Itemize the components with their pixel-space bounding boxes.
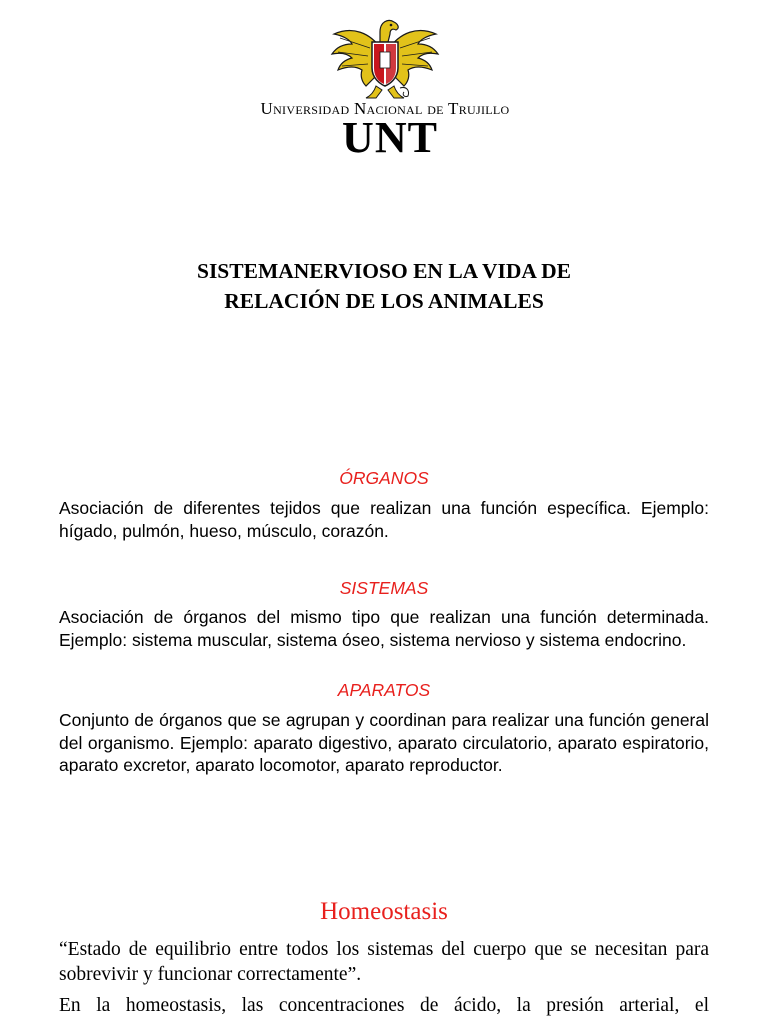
university-logo xyxy=(0,0,768,175)
university-name: Universidad Nacional de Trujillo xyxy=(260,99,510,118)
section-text-sistemas: Asociación de órganos del mismo tipo que realizan una función determinada. Ejemplo: sistema muscular, sistema óseo, sistema nervioso y sistema endocrino. xyxy=(59,607,709,650)
homeostasis-quote: “Estado de equilibrio entre todos los sistemas del cuerpo que se necesitan para sobrevivir y funcionar correctamente”. xyxy=(59,939,709,985)
section-text-aparatos: Conjunto de órganos que se agrupan y coordinan para realizar una función general del organismo. Ejemplo: aparato digestivo, aparato circulatorio, aparato espiratorio, aparato excretor, aparato locomotor, aparato reproductor. xyxy=(59,710,709,775)
section-heading-aparatos: APARATOS xyxy=(337,680,431,700)
section-text-organos: Asociación de diferentes tejidos que realizan una función específica. Ejemplo: hígado, pulmón, hueso, músculo, corazón. xyxy=(59,498,709,541)
university-acronym: UNT xyxy=(342,113,438,162)
document-title xyxy=(0,256,768,316)
section-heading-sistemas: SISTEMAS xyxy=(339,578,429,598)
homeostasis-heading: Homeostasis xyxy=(320,898,448,925)
eagle-crest-icon xyxy=(330,12,440,102)
homeostasis-text: En la homeostasis, las concentraciones de ácido, la presión arterial, el xyxy=(59,995,709,1016)
title-line-2: RELACIÓN DE LOS ANIMALES xyxy=(224,289,544,313)
section-heading-organos: ÓRGANOS xyxy=(339,468,429,488)
title-line-1: SISTEMANERVIOSO EN LA VIDA DE xyxy=(196,259,571,283)
